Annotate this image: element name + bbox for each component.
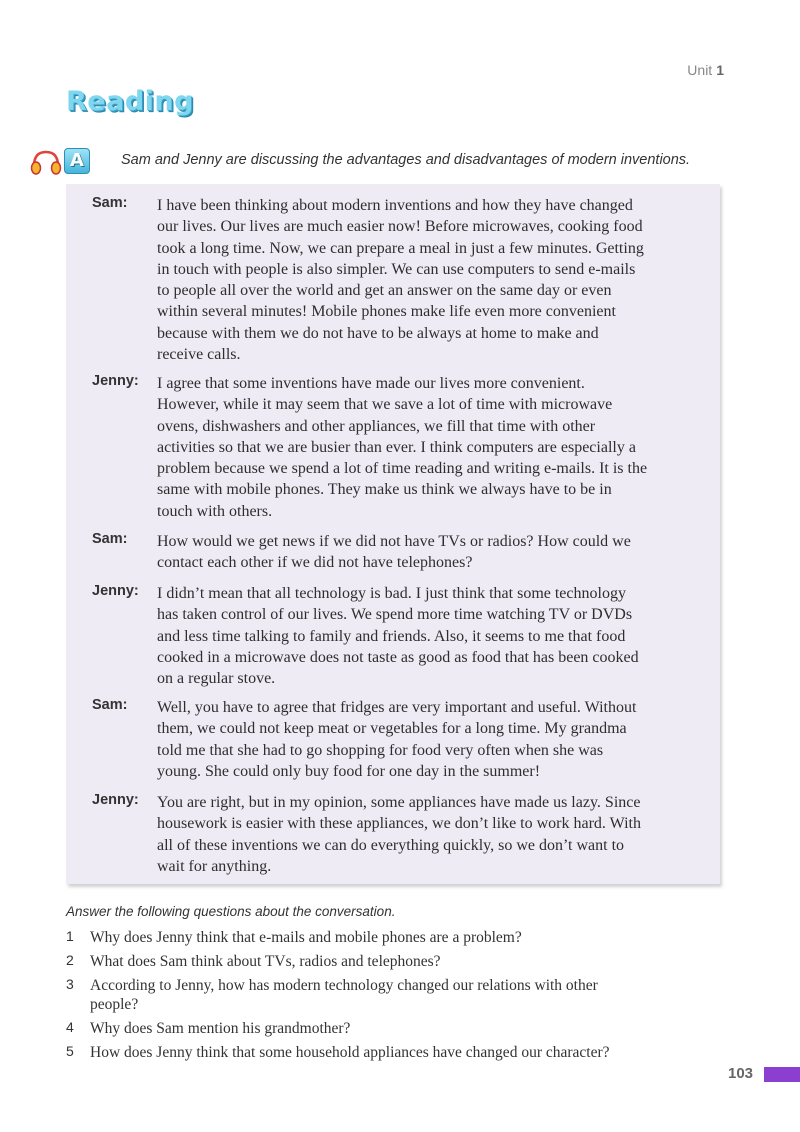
speaker-name: Sam: (92, 195, 128, 211)
question-line: Why does Jenny think that e-mails and mobile phones are a problem? (90, 929, 522, 946)
speech-line: touch with others. (157, 502, 273, 520)
speech-line: told me that she had to go shopping for food very often when she was (157, 741, 604, 759)
speech-line: to people all over the world and get an answer on the same day or even (157, 282, 612, 300)
speech-line: young. She could only buy food for one day in the summer! (157, 762, 541, 780)
speech-line: on a regular stove. (157, 670, 276, 688)
speaker-name: Sam: (92, 697, 128, 713)
speech-line: However, while it may seem that we save a lot of time with microwave (157, 396, 613, 414)
question-number: 1 (66, 928, 74, 944)
speech-line: wait for anything. (157, 857, 272, 875)
speech-line: activities so that we are busier than ever. I think computers are especially a (157, 438, 636, 456)
section-title: Reading (66, 86, 194, 117)
speech-line: all of these inventions we can do everything quickly, so we don’t want to (157, 836, 625, 854)
speech-line: I have been thinking about modern inventions and how they have changed (157, 197, 633, 214)
speech-line: You are right, but in my opinion, some appliances have made us lazy. Since (157, 794, 641, 811)
question-number: 3 (66, 976, 74, 992)
speaker-name: Sam: (92, 531, 128, 547)
activity-letter: A (64, 148, 90, 174)
unit-label (687, 62, 724, 78)
speech-line: I agree that some inventions have made our lives more convenient. (157, 375, 585, 392)
speaker-name: Jenny: (92, 373, 139, 389)
question-text (90, 976, 710, 1014)
question-text (90, 928, 710, 947)
speech-line: same with mobile phones. They make us think we always have to be in (157, 481, 612, 499)
speaker-name: Jenny: (92, 583, 139, 599)
speech-line: took a long time. Now, we can prepare a meal in just a few minutes. Getting (157, 239, 644, 257)
unit-number: 1 (716, 62, 724, 78)
question-text (90, 1019, 710, 1038)
speech-line: ovens, dishwashers and other appliances, we fill that time with other (157, 417, 596, 435)
speech-line: our lives. Our lives are much easier now! Before microwaves, cooking food (157, 218, 643, 236)
speech-line: I didn’t mean that all technology is bad. I just think that some technology (157, 585, 626, 602)
page-number-bar (764, 1067, 800, 1082)
question-text (90, 1043, 710, 1062)
speech-line: receive calls. (157, 346, 241, 364)
question-text (90, 952, 710, 971)
question-number: 2 (66, 952, 74, 968)
speech-line: contact each other if we did not have telephones? (157, 554, 473, 572)
question-line: How does Jenny think that some household appliances have changed our character? (90, 1044, 610, 1061)
speech-line: housework is easier with these appliances, we don’t like to work hard. With (157, 815, 641, 833)
speech-line: within several minutes! Mobile phones make life even more convenient (157, 303, 616, 321)
question-number: 5 (66, 1043, 74, 1059)
question-line: What does Sam think about TVs, radios and telephones? (90, 953, 441, 970)
speech-line: problem because we spend a lot of time reading and writing e-mails. It is the (157, 460, 648, 478)
speech-text (157, 195, 707, 365)
intro-text: Sam and Jenny are discussing the advantages and disadvantages of modern inventions. (121, 152, 691, 168)
speech-line: in touch with people is also simpler. We can use computers to send e-mails (157, 260, 636, 278)
speech-line: cooked in a microwave does not taste as good as food that has been cooked (157, 648, 639, 666)
speech-text (157, 583, 707, 689)
speech-line: How would we get news if we did not have TVs or radios? How could we (157, 533, 631, 550)
speech-text (157, 373, 707, 522)
speech-line: has taken control of our lives. We spend more time watching TV or DVDs (157, 606, 633, 624)
question-number: 4 (66, 1019, 74, 1035)
speaker-name: Jenny: (92, 792, 139, 808)
headphones-icon[interactable] (28, 146, 64, 178)
speech-text (157, 531, 707, 574)
page-number: 103 (728, 1065, 754, 1082)
question-line: people? (90, 996, 139, 1013)
unit-text: Unit (687, 62, 713, 78)
speech-text (157, 697, 707, 782)
speech-line: because with them we do not have to be always at home to make and (157, 324, 599, 342)
speech-line: them, we could not keep meat or vegetables for a long time. My grandma (157, 720, 627, 738)
speech-line: and less time talking to family and friends. Also, it seems to me that food (157, 627, 626, 645)
speech-text (157, 792, 707, 877)
questions-heading: Answer the following questions about the conversation. (66, 904, 396, 919)
question-line: Why does Sam mention his grandmother? (90, 1020, 351, 1037)
speech-line: Well, you have to agree that fridges are very important and useful. Without (157, 699, 637, 716)
question-line: According to Jenny, how has modern technology changed our relations with other (90, 977, 598, 994)
